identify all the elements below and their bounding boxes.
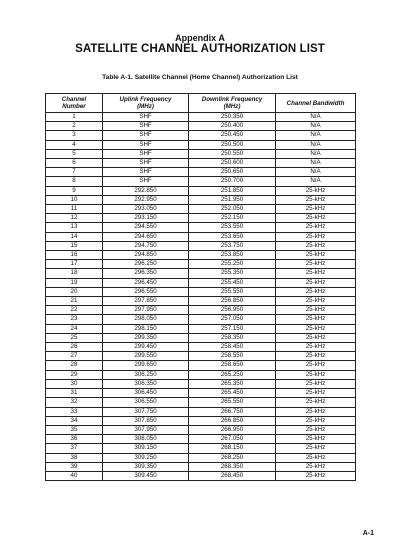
channel-number-cell: 28 [46,361,103,370]
downlink-frequency-cell: 250.700 [189,177,276,186]
channel-number-cell: 2 [46,122,103,131]
channel-number-cell: 33 [46,407,103,416]
channel-number-cell: 26 [46,343,103,352]
channel-number-cell: 37 [46,444,103,453]
channel-bandwidth-cell: N/A [276,159,356,168]
downlink-frequency-cell: 268.150 [189,444,276,453]
channel-number-cell: 17 [46,260,103,269]
uplink-frequency-cell: 299.650 [103,361,189,370]
downlink-frequency-cell: 256.950 [189,306,276,315]
uplink-frequency-cell: 296.550 [103,287,189,296]
uplink-frequency-cell: 306.350 [103,379,189,388]
uplink-frequency-cell: SHF [103,113,189,122]
table-row [46,315,356,324]
uplink-frequency-cell: 306.250 [103,370,189,379]
downlink-frequency-cell: 253.550 [189,223,276,232]
uplink-frequency-cell: 306.450 [103,389,189,398]
uplink-frequency-cell: 299.550 [103,352,189,361]
uplink-frequency-cell: 309.150 [103,444,189,453]
channel-number-cell: 19 [46,278,103,287]
column-header-line1: Channel Bandwidth [286,99,345,107]
downlink-frequency-cell: 256.850 [189,297,276,306]
channel-bandwidth-cell: 25-kHz [276,287,356,296]
downlink-frequency-cell: 268.350 [189,462,276,471]
uplink-frequency-cell: 308.050 [103,435,189,444]
table-row [46,113,356,122]
uplink-frequency-cell: 292.850 [103,186,189,195]
table-row [46,159,356,168]
uplink-frequency-cell: 299.350 [103,333,189,342]
page-title: SATELLITE CHANNEL AUTHORIZATION LIST [75,43,325,55]
downlink-frequency-cell: 258.350 [189,333,276,342]
channel-number-cell: 20 [46,287,103,296]
channel-bandwidth-cell: N/A [276,149,356,158]
uplink-frequency-cell: 296.250 [103,260,189,269]
uplink-frequency-cell: 299.450 [103,343,189,352]
table-row [46,232,356,241]
uplink-frequency-cell: SHF [103,159,189,168]
downlink-frequency-cell: 250.450 [189,131,276,140]
column-header-channel-bandwidth [276,94,356,113]
channel-number-cell: 25 [46,333,103,342]
channel-bandwidth-cell: 25-kHz [276,398,356,407]
channel-bandwidth-cell: 25-kHz [276,297,356,306]
table-row [46,389,356,398]
channel-bandwidth-cell: 25-kHz [276,315,356,324]
table-row [46,343,356,352]
channel-bandwidth-cell: 25-kHz [276,241,356,250]
table-row [46,398,356,407]
downlink-frequency-cell: 250.350 [189,113,276,122]
channel-number-cell: 3 [46,131,103,140]
channel-number-cell: 23 [46,315,103,324]
downlink-frequency-cell: 257.050 [189,315,276,324]
table-row [46,471,356,480]
downlink-frequency-cell: 268.250 [189,453,276,462]
uplink-frequency-cell: 294.850 [103,251,189,260]
downlink-frequency-cell: 266.750 [189,407,276,416]
channel-number-cell: 39 [46,462,103,471]
channel-number-cell: 31 [46,389,103,398]
downlink-frequency-cell: 266.950 [189,425,276,434]
table-row [46,122,356,131]
downlink-frequency-cell: 267.050 [189,435,276,444]
channel-number-cell: 34 [46,416,103,425]
downlink-frequency-cell: 250.550 [189,149,276,158]
downlink-frequency-cell: 250.650 [189,168,276,177]
channel-number-cell: 5 [46,149,103,158]
table-row [46,379,356,388]
uplink-frequency-cell: 309.250 [103,453,189,462]
column-header-channel-number [46,94,103,113]
downlink-frequency-cell: 258.650 [189,361,276,370]
page-number: A-1 [362,530,374,537]
downlink-frequency-cell: 265.450 [189,389,276,398]
uplink-frequency-cell: 298.150 [103,324,189,333]
downlink-frequency-cell: 255.450 [189,278,276,287]
downlink-frequency-cell: 253.850 [189,251,276,260]
table-row [46,425,356,434]
channel-bandwidth-cell: 25-kHz [276,462,356,471]
column-header-line2: Number [62,103,86,110]
appendix-label: Appendix A [175,33,225,43]
channel-bandwidth-cell: 25-kHz [276,195,356,204]
uplink-frequency-cell: 294.750 [103,241,189,250]
channel-bandwidth-cell: 25-kHz [276,251,356,260]
downlink-frequency-cell: 257.150 [189,324,276,333]
channel-number-cell: 35 [46,425,103,434]
table-row [46,214,356,223]
table-row [46,140,356,149]
channel-number-cell: 38 [46,453,103,462]
channel-number-cell: 29 [46,370,103,379]
column-header-line1: Uplink Frequency [119,96,172,103]
table-row [46,407,356,416]
downlink-frequency-cell: 253.650 [189,232,276,241]
channel-bandwidth-cell: 25-kHz [276,343,356,352]
downlink-frequency-cell: 250.500 [189,140,276,149]
uplink-frequency-cell: SHF [103,149,189,158]
table-row [46,241,356,250]
table-caption: Table A-1. Satellite Channel (Home Channel) Authorization List [102,74,298,81]
channel-bandwidth-cell: 25-kHz [276,444,356,453]
table-row [46,223,356,232]
uplink-frequency-cell: 292.950 [103,195,189,204]
downlink-frequency-cell: 266.850 [189,416,276,425]
channel-bandwidth-cell: N/A [276,113,356,122]
downlink-frequency-cell: 255.250 [189,260,276,269]
downlink-frequency-cell: 265.250 [189,370,276,379]
channel-bandwidth-cell: 25-kHz [276,223,356,232]
table-row [46,416,356,425]
table-row [46,269,356,278]
uplink-frequency-cell: 297.950 [103,306,189,315]
channel-number-cell: 18 [46,269,103,278]
downlink-frequency-cell: 251.950 [189,195,276,204]
channel-bandwidth-cell: 25-kHz [276,471,356,480]
channel-number-cell: 40 [46,471,103,480]
channel-number-cell: 7 [46,168,103,177]
channel-bandwidth-cell: 25-kHz [276,453,356,462]
column-header-downlink-frequency [189,94,276,113]
uplink-frequency-cell: 306.550 [103,398,189,407]
table-row [46,370,356,379]
channel-number-cell: 11 [46,205,103,214]
table-row [46,306,356,315]
table-row [46,278,356,287]
downlink-frequency-cell: 265.350 [189,379,276,388]
uplink-frequency-cell: 293.050 [103,205,189,214]
channel-number-cell: 27 [46,352,103,361]
table-row [46,352,356,361]
uplink-frequency-cell: SHF [103,122,189,131]
table-row [46,287,356,296]
column-header-line1: Downlink Frequency [201,96,263,103]
table-row [46,251,356,260]
authorization-table [45,93,356,481]
uplink-frequency-cell: 307.850 [103,416,189,425]
column-header-line1: Channel [61,96,87,103]
downlink-frequency-cell: 268.450 [189,471,276,480]
uplink-frequency-cell: 309.450 [103,471,189,480]
channel-number-cell: 15 [46,241,103,250]
channel-number-cell: 32 [46,398,103,407]
downlink-frequency-cell: 255.550 [189,287,276,296]
channel-number-cell: 16 [46,251,103,260]
channel-bandwidth-cell: 25-kHz [276,260,356,269]
table-row [46,168,356,177]
downlink-frequency-cell: 253.750 [189,241,276,250]
downlink-frequency-cell: 258.550 [189,352,276,361]
channel-number-cell: 12 [46,214,103,223]
uplink-frequency-cell: 294.650 [103,232,189,241]
column-header-uplink-frequency [103,94,189,113]
table-row [46,444,356,453]
channel-bandwidth-cell: 25-kHz [276,379,356,388]
channel-bandwidth-cell: 25-kHz [276,269,356,278]
uplink-frequency-cell: 297.850 [103,297,189,306]
channel-bandwidth-cell: 25-kHz [276,435,356,444]
table-row [46,260,356,269]
channel-bandwidth-cell: 25-kHz [276,370,356,379]
downlink-frequency-cell: 252.050 [189,205,276,214]
channel-bandwidth-cell: 25-kHz [276,306,356,315]
channel-bandwidth-cell: 25-kHz [276,333,356,342]
channel-bandwidth-cell: 25-kHz [276,205,356,214]
table-row [46,435,356,444]
table-row [46,462,356,471]
channel-number-cell: 22 [46,306,103,315]
channel-bandwidth-cell: 25-kHz [276,186,356,195]
downlink-frequency-cell: 252.150 [189,214,276,223]
uplink-frequency-cell: 307.950 [103,425,189,434]
uplink-frequency-cell: 309.350 [103,462,189,471]
table-row [46,297,356,306]
uplink-frequency-cell: 307.750 [103,407,189,416]
uplink-frequency-cell: 294.550 [103,223,189,232]
channel-bandwidth-cell: N/A [276,131,356,140]
channel-bandwidth-cell: N/A [276,168,356,177]
table-body [46,113,356,481]
channel-bandwidth-cell: 25-kHz [276,352,356,361]
uplink-frequency-cell: SHF [103,131,189,140]
table-row [46,195,356,204]
channel-number-cell: 10 [46,195,103,204]
table-row [46,177,356,186]
uplink-frequency-cell: SHF [103,177,189,186]
channel-number-cell: 6 [46,159,103,168]
downlink-frequency-cell: 250.400 [189,122,276,131]
uplink-frequency-cell: SHF [103,140,189,149]
channel-number-cell: 13 [46,223,103,232]
channel-bandwidth-cell: N/A [276,177,356,186]
channel-bandwidth-cell: 25-kHz [276,278,356,287]
channel-number-cell: 14 [46,232,103,241]
table-header-row [46,94,356,113]
channel-number-cell: 8 [46,177,103,186]
channel-bandwidth-cell: 25-kHz [276,232,356,241]
table-row [46,361,356,370]
channel-number-cell: 4 [46,140,103,149]
downlink-frequency-cell: 265.550 [189,398,276,407]
channel-number-cell: 30 [46,379,103,388]
table-row [46,453,356,462]
column-header-line2: (MHz) [223,103,241,110]
uplink-frequency-cell: 296.450 [103,278,189,287]
table-row [46,333,356,342]
table-row [46,186,356,195]
table-row [46,149,356,158]
channel-number-cell: 36 [46,435,103,444]
downlink-frequency-cell: 250.600 [189,159,276,168]
table-row [46,131,356,140]
channel-bandwidth-cell: 25-kHz [276,324,356,333]
channel-bandwidth-cell: 25-kHz [276,407,356,416]
downlink-frequency-cell: 258.450 [189,343,276,352]
channel-bandwidth-cell: 25-kHz [276,416,356,425]
table-row [46,324,356,333]
downlink-frequency-cell: 251.850 [189,186,276,195]
channel-bandwidth-cell: 25-kHz [276,389,356,398]
table-row [46,205,356,214]
channel-bandwidth-cell: 25-kHz [276,214,356,223]
channel-number-cell: 1 [46,113,103,122]
column-header-line2: (MHz) [137,103,154,110]
channel-bandwidth-cell: 25-kHz [276,425,356,434]
uplink-frequency-cell: 293.150 [103,214,189,223]
uplink-frequency-cell: 296.350 [103,269,189,278]
channel-number-cell: 9 [46,186,103,195]
channel-bandwidth-cell: N/A [276,122,356,131]
uplink-frequency-cell: 298.050 [103,315,189,324]
uplink-frequency-cell: SHF [103,168,189,177]
channel-number-cell: 21 [46,297,103,306]
channel-number-cell: 24 [46,324,103,333]
downlink-frequency-cell: 255.350 [189,269,276,278]
channel-bandwidth-cell: 25-kHz [276,361,356,370]
channel-bandwidth-cell: N/A [276,140,356,149]
